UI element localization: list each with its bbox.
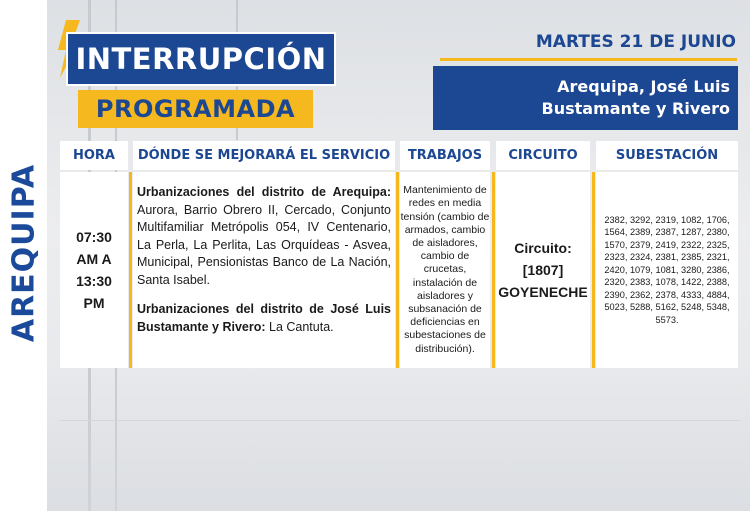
title-programada: PROGRAMADA bbox=[78, 90, 313, 128]
header-circuito: CIRCUITO bbox=[496, 141, 590, 170]
region-label: AREQUIPA bbox=[6, 163, 42, 342]
header-subestacion: SUBESTACIÓN bbox=[596, 141, 738, 170]
cell-hora bbox=[60, 172, 128, 368]
donde-2-label: Urbanizaciones del distrito de José Luis Bustamante y Rivero: bbox=[137, 302, 391, 334]
column-divider bbox=[492, 172, 495, 368]
subestacion-value: 2382, 3292, 2319, 1082, 1706, 1564, 2389, 2387, 1287, 2380, 1570, 2379, 2419, 2322, 2325, 2323, 2324, 2381, 2385, 2321, 2420, 1079, 1081, 3280, 2386, 2320, 2383, 1078, 1422, 2388, 2390, 2362, 2378, 4333, 4884, 5023, 5288, 5162, 5248, 5348, 5573. bbox=[604, 214, 730, 325]
donde-1-text: Aurora, Barrio Obrero II, Cercado, Conjunto Multifamiliar Metrópolis 054, IV Centenario, La Perla, La Perlita, Las Orquídeas - Asvea, Municipal, Pensionistas Banco de La Nación, Santa Isabel. bbox=[137, 202, 391, 287]
column-divider bbox=[396, 172, 399, 368]
cell-donde bbox=[133, 172, 395, 368]
hora-value: 07:30 AM A 13:30 PM bbox=[76, 229, 112, 311]
header-hora: HORA bbox=[60, 141, 128, 170]
trabajos-value: Mantenimiento de redes en media tensión (cambio de armados, cambio de aisladores, cambio de crucetas, instalación de aisladores y subsanación de deficiencias en subestaciones de distribución). bbox=[400, 184, 490, 355]
donde-1-label: Urbanizaciones del distrito de Arequipa: bbox=[137, 185, 391, 199]
header-donde: DÓNDE SE MEJORARÁ EL SERVICIO bbox=[133, 141, 395, 170]
column-divider bbox=[129, 172, 132, 368]
date-divider bbox=[440, 58, 737, 61]
header-trabajos: TRABAJOS bbox=[400, 141, 490, 170]
cell-trabajos bbox=[400, 172, 490, 368]
circuito-code: [1807] bbox=[522, 262, 564, 278]
location-label: Arequipa, José Luis Bustamante y Rivero bbox=[541, 77, 730, 118]
location-banner bbox=[433, 66, 738, 130]
circuito-name: GOYENECHE bbox=[498, 284, 588, 300]
column-divider bbox=[592, 172, 595, 368]
title-interrupcion: INTERRUPCIÓN bbox=[66, 32, 336, 86]
date-label: MARTES 21 DE JUNIO bbox=[535, 32, 736, 52]
circuito-label: Circuito: bbox=[514, 240, 572, 256]
donde-2-text: La Cantuta. bbox=[265, 319, 334, 334]
cell-subestacion bbox=[596, 172, 738, 368]
cell-circuito bbox=[496, 172, 590, 368]
